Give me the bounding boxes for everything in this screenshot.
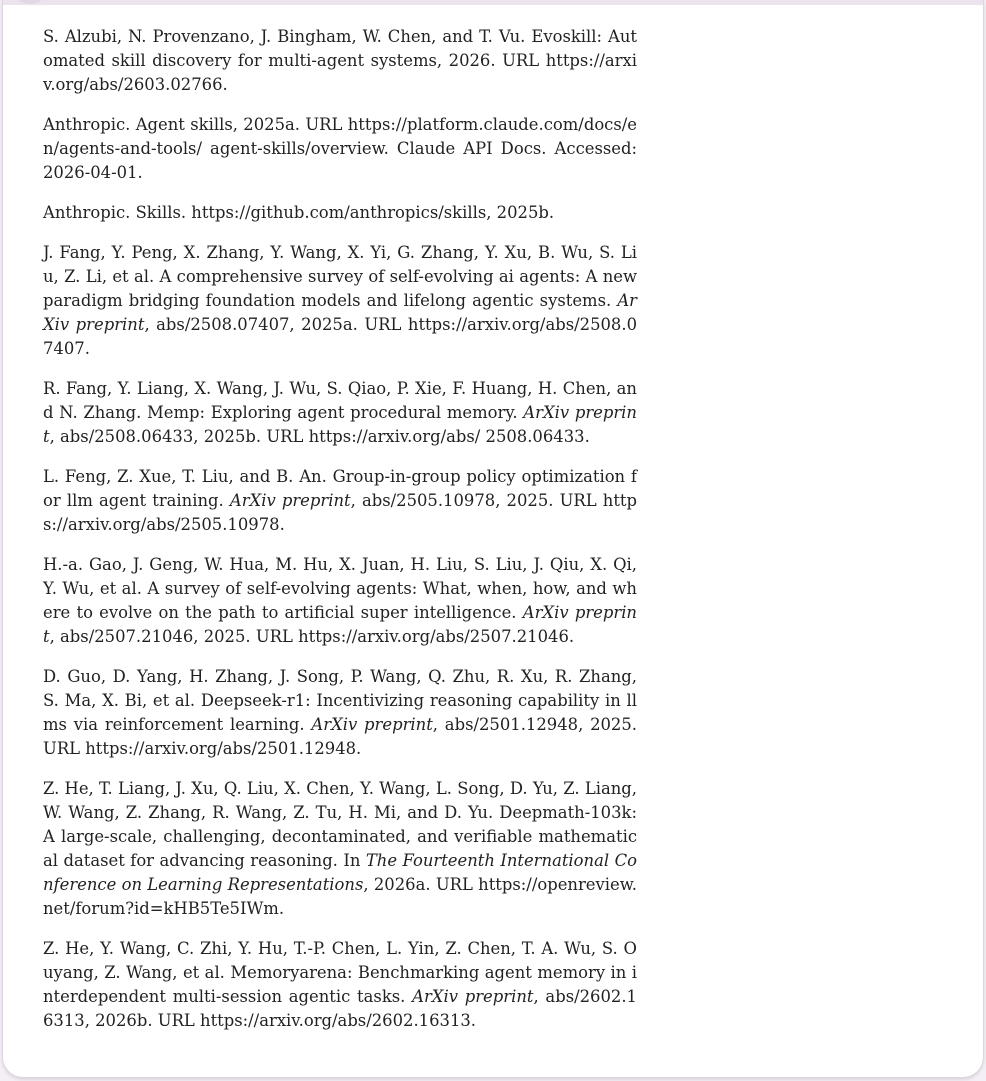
reference-entry xyxy=(43,665,637,761)
reference-entry xyxy=(43,241,637,361)
reference-text: Z. He, Y. Wang, C. Zhi, Y. Hu, T.-P. Chen, L. Yin, Z. Chen, T. A. Wu, S. Ouyang, Z. Wang, et al. Memoryarena: Benchmarking agent memory in interdependent multi-session agentic tasks. xyxy=(43,939,637,1006)
reference-entry xyxy=(43,377,637,449)
reference-text: Z. He, T. Liang, J. Xu, Q. Liu, X. Chen, Y. Wang, L. Song, D. Yu, Z. Liang, W. Wang, Z. Zhang, R. Wang, Z. Tu, H. Mi, and D. Yu. Deepmath-103k: A large-scale, challenging, decontaminated, and verifiable mathematical dataset for advancing reasoning. In xyxy=(43,779,637,870)
reference-details: , 2026a. URL https://openreview.net/forum?id=kHB5Te5IWm. xyxy=(43,875,637,918)
reference-details: , abs/2602.16313, 2026b. URL https://arxiv.org/abs/2602.16313. xyxy=(43,987,637,1030)
reference-text: Anthropic. Skills. https://github.com/anthropics/skills, 2025b. xyxy=(43,203,555,222)
reference-details: , abs/2508.07407, 2025a. URL https://arxiv.org/abs/2508.07407. xyxy=(43,315,638,358)
reference-venue: ArXiv preprint xyxy=(229,491,351,510)
reference-venue: ArXiv preprint xyxy=(311,715,433,734)
reference-text: H.-a. Gao, J. Geng, W. Hua, M. Hu, X. Juan, H. Liu, S. Liu, J. Qiu, X. Qi, Y. Wu, et al. A survey of self-evolving agents: What, when, how, and where to evolve on the path to artificial super intelligence. xyxy=(43,555,637,622)
reference-entry xyxy=(43,113,637,185)
reference-entry xyxy=(43,553,637,649)
reference-venue: The Fourteenth International Conference on Learning Representations xyxy=(43,851,637,894)
reference-text: J. Fang, Y. Peng, X. Zhang, Y. Wang, X. Yi, G. Zhang, Y. Xu, B. Wu, S. Liu, Z. Li, et al. A comprehensive survey of self-evolving ai agents: A new paradigm bridging foundation models and lifelong agentic systems. xyxy=(43,243,637,310)
reference-details: , abs/2505.10978, 2025. URL https://arxiv.org/abs/2505.10978. xyxy=(43,491,637,534)
top-toolbar-edge xyxy=(3,0,983,5)
reference-entry xyxy=(43,465,637,537)
reference-text: R. Fang, Y. Liang, X. Wang, J. Wu, S. Qiao, P. Xie, F. Huang, H. Chen, and N. Zhang. Memp: Exploring agent procedural memory. xyxy=(43,379,637,422)
reference-text: L. Feng, Z. Xue, T. Liu, and B. An. Group-in-group policy optimization for llm agent training. xyxy=(43,467,637,510)
reference-entry xyxy=(43,937,637,1033)
reference-entry xyxy=(43,201,637,225)
scroll-handle[interactable] xyxy=(17,0,43,4)
reference-venue: ArXiv preprint xyxy=(43,603,637,646)
reference-details: , abs/2507.21046, 2025. URL https://arxiv.org/abs/2507.21046. xyxy=(49,627,575,646)
reference-entry xyxy=(43,25,637,97)
reference-venue: ArXiv preprint xyxy=(43,291,637,334)
reference-details: , abs/2508.06433, 2025b. URL https://arxiv.org/abs/ 2508.06433. xyxy=(49,427,590,446)
reference-venue: ArXiv preprint xyxy=(43,403,637,446)
document-viewport xyxy=(3,0,983,1077)
reference-entry xyxy=(43,777,637,921)
reference-list xyxy=(43,25,637,1049)
reference-text: S. Alzubi, N. Provenzano, J. Bingham, W. Chen, and T. Vu. Evoskill: Automated skill discovery for multi-agent systems, 2026. URL https://arxiv.org/abs/2603.02766. xyxy=(43,27,637,94)
reference-text: Anthropic. Agent skills, 2025a. URL https://platform.claude.com/docs/en/agents-and-tools/ agent-skills/overview. Claude API Docs. Accessed: 2026-04-01. xyxy=(43,115,637,182)
reference-venue: ArXiv preprint xyxy=(412,987,534,1006)
reference-text: D. Guo, D. Yang, H. Zhang, J. Song, P. Wang, Q. Zhu, R. Xu, R. Zhang, S. Ma, X. Bi, et al. Deepseek-r1: Incentivizing reasoning capability in llms via reinforcement learning. xyxy=(43,667,637,734)
reference-details: , abs/2501.12948, 2025. URL https://arxiv.org/abs/2501.12948. xyxy=(43,715,638,758)
